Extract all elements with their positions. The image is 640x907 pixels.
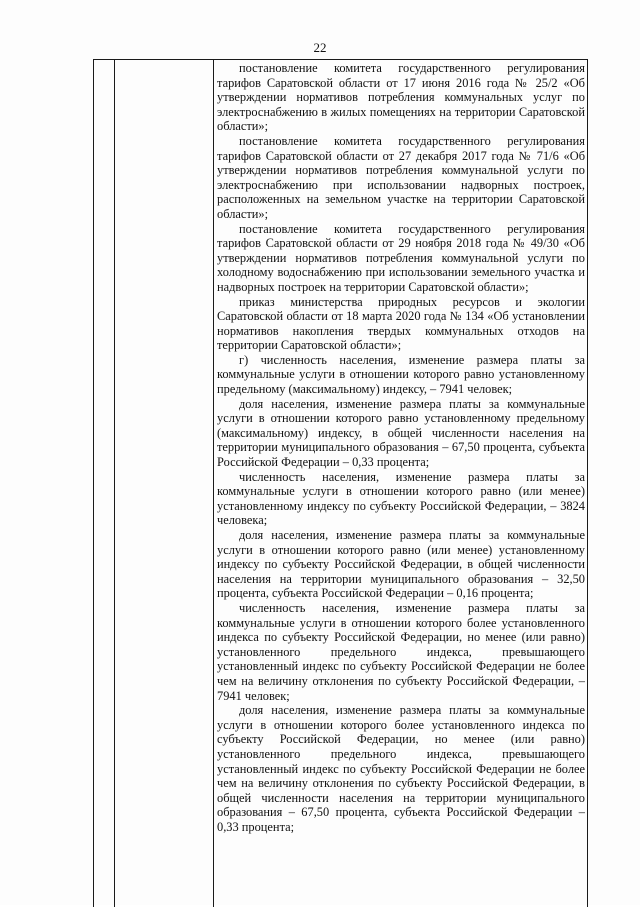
paragraph: г) численность населения, изменение размера платы за коммунальные услуги в отношении которого равно установленному предельному (максимальному) индексу, – 7941 человек; xyxy=(217,353,585,397)
paragraph: доля населения, изменение размера платы за коммунальные услуги в отношении которого более установленного индекса по субъекту Российской Федерации, но менее (или равно) установленного предельного индекса, превышающего установленный индекс по субъекту Российской Федерации не более чем на величину отклонения по субъекту Российской Федерации, в общей численности населения на территории муниципального образования – 67,50 процента, субъекта Российской Федерации – 0,33 процента; xyxy=(217,703,585,834)
paragraph: постановление комитета государственного регулирования тарифов Саратовской области от 27 декабря 2017 года № 71/6 «Об утверждении нормативов потребления коммунальной услуги по электроснабжению при использовании надворных построек, расположенных на земельном участке на территории Саратовской области»; xyxy=(217,134,585,222)
table-cell-number xyxy=(94,60,115,907)
paragraph: доля населения, изменение размера платы за коммунальные услуги в отношении которого равно (или менее) установленному индексу по субъекту Российской Федерации, в общей численности населения на территории муниципального образования – 32,50 процента, субъекта Российской Федерации – 0,16 процента; xyxy=(217,528,585,601)
paragraph: постановление комитета государственного регулирования тарифов Саратовской области от 17 июня 2016 года № 25/2 «Об утверждении нормативов потребления коммунальных услуг по электроснабжению в жилых помещениях на территории Саратовской области»; xyxy=(217,61,585,134)
table-cell-heading xyxy=(115,60,214,907)
table-cell-text xyxy=(214,60,588,907)
paragraph: численность населения, изменение размера платы за коммунальные услуги в отношении которого равно (или менее) установленному индексу по субъекту Российской Федерации, – 3824 человека; xyxy=(217,470,585,528)
paragraph: постановление комитета государственного регулирования тарифов Саратовской области от 29 ноября 2018 года № 49/30 «Об утверждении нормативов потребления коммунальной услуги по холодному водоснабжению при использовании земельного участка и надворных построек на территории Саратовской области»; xyxy=(217,222,585,295)
paragraph: доля населения, изменение размера платы за коммунальные услуги в отношении которого равно установленному предельному (максимальному) индексу, в общей численности населения на территории муниципального образования – 67,50 процента, субъекта Российской Федерации – 0,33 процента; xyxy=(217,397,585,470)
paragraph: численность населения, изменение размера платы за коммунальные услуги в отношении которого более установленного индекса по субъекту Российской Федерации, но менее (или равно) установленного предельного индекса, превышающего установленный индекс по субъекту Российской Федерации не более чем на величину отклонения по субъекту Российской Федерации, – 7941 человек; xyxy=(217,601,585,703)
paragraph: приказ министерства природных ресурсов и экологии Саратовской области от 18 марта 2020 года № 134 «Об установлении нормативов накопления твердых коммунальных отходов на территории Саратовской области»; xyxy=(217,295,585,353)
content-table xyxy=(93,59,588,907)
table-row xyxy=(94,60,588,907)
page-number: 22 xyxy=(300,40,340,56)
